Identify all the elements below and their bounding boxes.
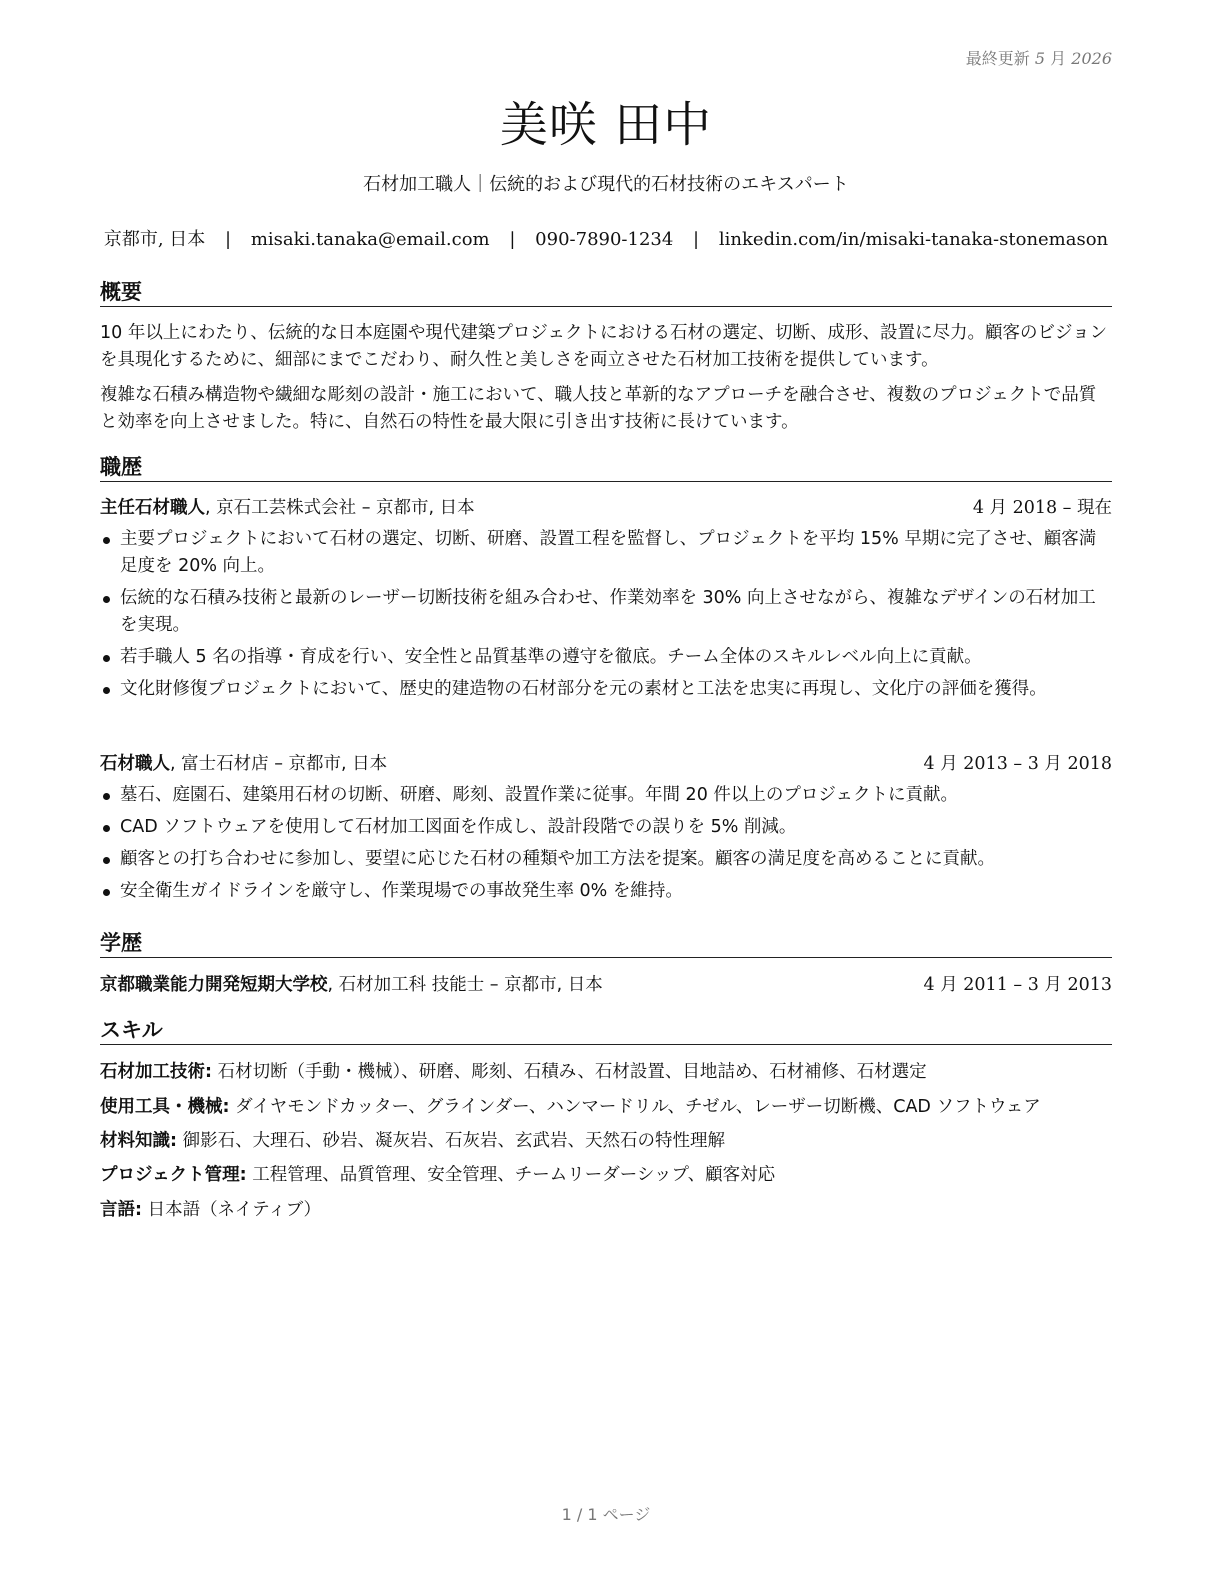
skill-label: 使用工具・機械: bbox=[100, 1097, 230, 1117]
list-item: 安全衛生ガイドラインを厳守し、作業現場での事故発生率 0% を維持。 bbox=[100, 878, 1112, 905]
skill-label: 石材加工技術: bbox=[100, 1062, 212, 1082]
job-header bbox=[100, 495, 1112, 521]
job-org: , 富士石材店 – 京都市, 日本 bbox=[170, 754, 388, 774]
candidate-tagline: 石材加工職人｜伝統的および現代的石材技術のエキスパート bbox=[363, 174, 849, 195]
list-item: 文化財修復プロジェクトにおいて、歴史的建造物の石材部分を元の素材と工法を忠実に再現し、文化庁の評価を獲得。 bbox=[100, 676, 1112, 703]
skill-value: ダイヤモンドカッター、グラインダー、ハンマードリル、チゼル、レーザー切断機、CAD ソフトウェア bbox=[229, 1097, 1041, 1117]
section-title-skills: スキル bbox=[100, 1014, 1112, 1045]
education-dates: 4 月 2011 – 3 月 2013 bbox=[923, 975, 1112, 995]
contact-line bbox=[100, 225, 1112, 251]
skill-line bbox=[100, 1059, 1112, 1085]
list-item: 若手職人 5 名の指導・育成を行い、安全性と品質基準の遵守を徹底。チーム全体のスキルレベル向上に貢献。 bbox=[100, 644, 1112, 671]
section-title-education: 学歴 bbox=[100, 927, 1112, 958]
school-detail: , 石材加工科 技能士 – 京都市, 日本 bbox=[327, 975, 603, 995]
skill-value: 石材切断（手動・機械）、研磨、彫刻、石積み、石材設置、目地詰め、石材補修、石材選定 bbox=[212, 1062, 927, 1082]
section-title-experience: 職歴 bbox=[100, 451, 1112, 482]
list-item: 墓石、庭園石、建築用石材の切断、研磨、彫刻、設置作業に従事。年間 20 件以上のプロジェクトに貢献。 bbox=[100, 782, 1112, 809]
skill-line bbox=[100, 1197, 1112, 1223]
last-updated bbox=[966, 46, 1112, 69]
page-indicator: 1 / 1 ページ bbox=[561, 1505, 651, 1524]
contact-separator: | bbox=[225, 229, 232, 250]
summary-paragraph: 複雑な石積み構造物や繊細な彫刻の設計・施工において、職人技と革新的なアプローチを融合させ、複数のプロジェクトで品質と効率を向上させました。特に、自然石の特性を最大限に引き出す技術に長けています。 bbox=[100, 385, 1097, 432]
job-header bbox=[100, 751, 1112, 777]
job-bullets bbox=[100, 782, 1112, 910]
skill-label: 言語: bbox=[100, 1200, 142, 1220]
last-updated-month-unit: 月 bbox=[1050, 49, 1067, 68]
contact-location: 京都市, 日本 bbox=[103, 229, 206, 250]
last-updated-year: 2026 bbox=[1071, 49, 1112, 68]
list-item: 伝統的な石積み技術と最新のレーザー切断技術を組み合わせ、作業効率を 30% 向上させながら、複雑なデザインの石材加工を実現。 bbox=[100, 585, 1112, 639]
skill-label: プロジェクト管理: bbox=[100, 1165, 247, 1185]
contact-separator: | bbox=[509, 229, 516, 250]
skill-line bbox=[100, 1162, 1112, 1188]
contact-separator: | bbox=[693, 229, 700, 250]
skill-line bbox=[100, 1094, 1112, 1120]
list-item: CAD ソフトウェアを使用して石材加工図面を作成し、設計段階での誤りを 5% 削減。 bbox=[100, 814, 1112, 841]
list-item: 顧客との打ち合わせに参加し、要望に応じた石材の種類や加工方法を提案。顧客の満足度を高めることに貢献。 bbox=[100, 846, 1112, 873]
skill-label: 材料知識: bbox=[100, 1131, 177, 1151]
last-updated-label: 最終更新 bbox=[965, 49, 1030, 68]
education-entry bbox=[100, 972, 1112, 998]
contact-linkedin[interactable]: linkedin.com/in/misaki-tanaka-stonemason bbox=[718, 229, 1109, 250]
contact-phone[interactable]: 090-7890-1234 bbox=[535, 229, 674, 250]
list-item: 主要プロジェクトにおいて石材の選定、切断、研磨、設置工程を監督し、プロジェクトを平均 15% 早期に完了させ、顧客満足度を 20% 向上。 bbox=[100, 526, 1112, 580]
skill-value: 工程管理、品質管理、安全管理、チームリーダーシップ、顧客対応 bbox=[246, 1165, 776, 1185]
candidate-name: 美咲 田中 bbox=[499, 97, 713, 153]
skill-line bbox=[100, 1128, 1112, 1154]
resume-page bbox=[100, 0, 1112, 1584]
skill-value: 日本語（ネイティブ） bbox=[142, 1200, 321, 1220]
skill-value: 御影石、大理石、砂岩、凝灰岩、石灰岩、玄武岩、天然石の特性理解 bbox=[177, 1131, 726, 1151]
contact-email[interactable]: misaki.tanaka@email.com bbox=[250, 229, 490, 250]
job-bullets bbox=[100, 526, 1112, 708]
section-title-summary: 概要 bbox=[100, 276, 1112, 307]
school-name: 京都職業能力開発短期大学校 bbox=[100, 975, 328, 995]
last-updated-month: 5 bbox=[1034, 49, 1046, 68]
job-org: , 京石工芸株式会社 – 京都市, 日本 bbox=[205, 498, 475, 518]
job-role: 石材職人 bbox=[100, 754, 170, 774]
job-role: 主任石材職人 bbox=[100, 498, 205, 518]
job-dates: 4 月 2013 – 3 月 2018 bbox=[923, 754, 1112, 774]
job-dates: 4 月 2018 – 現在 bbox=[972, 498, 1112, 518]
summary-paragraph: 10 年以上にわたり、伝統的な日本庭園や現代建築プロジェクトにおける石材の選定、切断、成形、設置に尽力。顧客のビジョンを具現化するために、細部にまでこだわり、耐久性と美しさを両立させた石材加工技術を提供しています。 bbox=[100, 323, 1108, 370]
